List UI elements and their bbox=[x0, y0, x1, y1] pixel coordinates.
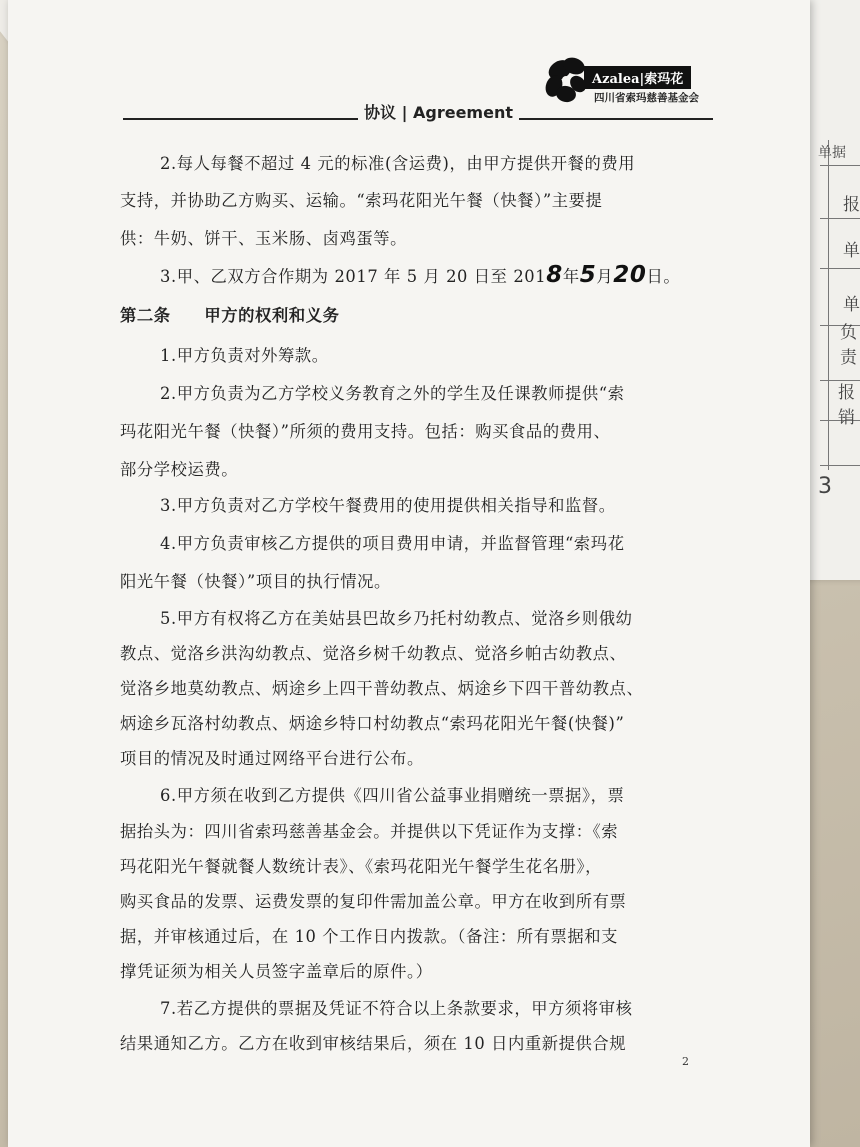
background-text: 3 bbox=[818, 474, 832, 499]
body-line: 撑凭证须为相关人员签字盖章后的原件。） bbox=[120, 962, 433, 981]
body-line: 2.甲方负责为乙方学校义务教育之外的学生及任课教师提供“索 bbox=[160, 384, 625, 403]
section-heading: 第二条 甲方的权利和义务 bbox=[120, 306, 340, 325]
body-line: 6.甲方须在收到乙方提供《四川省公益事业捐赠统一票据》，票 bbox=[160, 786, 625, 805]
body-line: 教点、觉洛乡洪沟幼教点、觉洛乡树千幼教点、觉洛乡帕古幼教点、 bbox=[120, 644, 627, 663]
year-char: 年 bbox=[562, 267, 580, 286]
body-line: 炳途乡瓦洛村幼教点、炳途乡特口村幼教点“索玛花阳光午餐(快餐)” bbox=[120, 714, 625, 733]
background-text: 负责 bbox=[840, 323, 857, 368]
page-number: 2 bbox=[682, 1055, 689, 1068]
body-line bbox=[160, 262, 680, 288]
body-line: 购买食品的发票、运费发票的复印件需加盖公章。甲方在收到所有票 bbox=[120, 892, 627, 911]
logo-brand-text: Azalea|索玛花 bbox=[584, 66, 691, 89]
body-line: 4.甲方负责审核乙方提供的项目费用申请，并监督管理“索玛花 bbox=[160, 534, 625, 553]
month-char: 月 bbox=[596, 267, 614, 286]
body-line: 3.甲方负责对乙方学校午餐费用的使用提供相关指导和监督。 bbox=[160, 496, 616, 515]
body-line: 玛花阳光午餐就餐人数统计表》、《索玛花阳光午餐学生花名册》， bbox=[120, 857, 603, 876]
body-line: 支持，并协助乙方购买、运输。“索玛花阳光午餐（快餐）”主要提 bbox=[120, 191, 603, 210]
page-header-title: 协议 | Agreement bbox=[358, 100, 519, 123]
body-line: 5.甲方有权将乙方在美姑县巴故乡乃托村幼教点、觉洛乡则俄幼 bbox=[160, 609, 633, 628]
body-line: 供：牛奶、饼干、玉米肠、卤鸡蛋等。 bbox=[120, 229, 407, 248]
agreement-page bbox=[8, 0, 810, 1147]
body-line: 阳光午餐（快餐）”项目的执行情况。 bbox=[120, 572, 391, 591]
handwritten-year-digit: 8 bbox=[546, 262, 563, 288]
background-text: 单 bbox=[843, 241, 860, 261]
body-line: 结果通知乙方。乙方在收到审核结果后，须在 10 日内重新提供合规 bbox=[120, 1034, 627, 1053]
background-text: 单据 bbox=[818, 145, 846, 161]
body-line: 7.若乙方提供的票据及凭证不符合以上条款要求，甲方须将审核 bbox=[160, 999, 633, 1018]
body-line: 2.每人每餐不超过 4 元的标准(含运费)，由甲方提供开餐的费用 bbox=[160, 154, 636, 173]
body-line: 据抬头为：四川省索玛慈善基金会。并提供以下凭证作为支撑：《索 bbox=[120, 822, 619, 841]
body-line: 据，并审核通过后，在 10 个工作日内拨款。（备注：所有票据和支 bbox=[120, 927, 619, 946]
body-line: 项目的情况及时通过网络平台进行公布。 bbox=[120, 749, 424, 768]
day-char: 日。 bbox=[646, 267, 681, 286]
handwritten-month: 5 bbox=[579, 262, 597, 288]
background-text: 报 bbox=[843, 195, 860, 215]
handwritten-day: 20 bbox=[613, 262, 647, 288]
background-text: 报销 bbox=[838, 383, 855, 428]
contract-period-text: 3.甲、乙双方合作期为 2017 年 5 月 20 日至 201 bbox=[160, 267, 547, 286]
background-text: 单 bbox=[843, 295, 860, 315]
body-line: 玛花阳光午餐（快餐）”所须的费用支持。包括：购买食品的费用、 bbox=[120, 422, 611, 441]
body-line: 1.甲方负责对外筹款。 bbox=[160, 346, 329, 365]
body-line: 觉洛乡地莫幼教点、炳途乡上四干普幼教点、炳途乡下四干普幼教点、 bbox=[120, 679, 644, 698]
body-line: 部分学校运费。 bbox=[120, 460, 239, 479]
logo bbox=[538, 50, 718, 114]
logo-subtitle: 四川省索玛慈善基金会 bbox=[594, 92, 699, 104]
